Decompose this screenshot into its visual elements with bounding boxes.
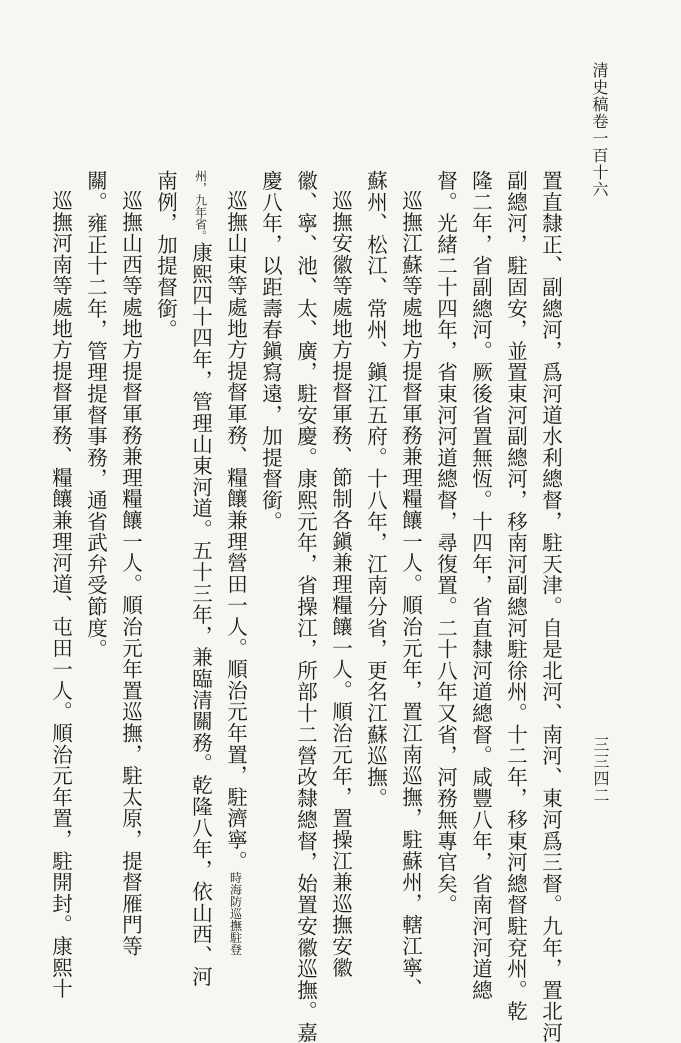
column-text: 慶八年，以距壽春鎭寫遠，加提督銜。 [258, 170, 283, 533]
text-column-5 [400, 190, 421, 999]
column-text: 康熙四十四年，管理山東河道。五十三年，兼臨清關務。乾隆八年，依山西、河 [188, 242, 213, 988]
running-title: 清史稿卷一百十六 [590, 62, 609, 198]
text-column-8 [295, 170, 316, 1043]
text-column-9 [260, 170, 281, 532]
text-column-1 [540, 170, 561, 1043]
text-column-12 [155, 170, 176, 340]
text-column-10 [225, 190, 246, 956]
text-column-13 [120, 190, 141, 957]
column-text: 巡撫山西等處地方提督軍務兼理糧饟一人。順治元年置巡撫，駐太原，提督雁門等 [118, 190, 143, 957]
column-note: 時海防巡撫駐登 [228, 871, 243, 956]
text-column-7 [330, 190, 351, 978]
column-text: 巡撫江蘇等處地方提督軍務兼理糧饟一人。順治元年，置江南巡撫，駐蘇州，轄江寧、 [398, 190, 423, 1000]
text-column-14 [85, 170, 106, 660]
text-column-2 [505, 170, 526, 1022]
column-text: 巡撫山東等處地方提督軍務、糧饟兼理營田一人。順治元年置，駐濟寧。 [223, 190, 248, 872]
column-text: 蘇州、松江、常州、鎭江五府。十八年，江南分省，更名江蘇巡撫。 [363, 170, 388, 809]
column-text: 隆二年，省副總河。厥後省置無恆。十四年，省直隸河道總督。咸豐八年，省南河河道總 [468, 170, 493, 1001]
text-column-3 [470, 170, 491, 1001]
page-number: 三三四二 [591, 736, 610, 804]
column-text: 關。雍正十二年，管理提督事務，通省武弁受節度。 [83, 170, 108, 660]
column-text: 南例，加提督銜。 [153, 170, 178, 341]
text-column-4 [435, 170, 456, 916]
column-note: 州，九年省。 [193, 170, 208, 242]
text-column-15 [50, 190, 71, 999]
text-column-11 [190, 170, 211, 988]
text-column-6 [365, 170, 386, 809]
column-text: 巡撫河南等處地方提督軍務、糧饟兼理河道、屯田一人。順治元年置，駐開封。康熙十 [48, 190, 73, 1000]
column-text: 督。光緒二十四年，省東河河道總督，尋復置。二十八年又省，河務無專官矣。 [433, 170, 458, 916]
column-text: 徽、寧、池、太、廣，駐安慶。康熙元年，省操江，所部十二營改隸總督，始置安徽巡撫。嘉 [293, 170, 318, 1043]
column-text: 置直隸正、副總河，爲河道水利總督，駐天津。自是北河、南河、東河爲三督。九年，置北河 [538, 170, 563, 1043]
column-text: 巡撫安徽等處地方提督軍務、節制各鎭兼理糧饟一人。順治元年，置操江兼巡撫安徽 [328, 190, 353, 979]
column-text: 副總河，駐固安，並置東河副總河，移南河副總河駐徐州。十二年，移東河總督駐兗州。乾 [503, 170, 528, 1022]
